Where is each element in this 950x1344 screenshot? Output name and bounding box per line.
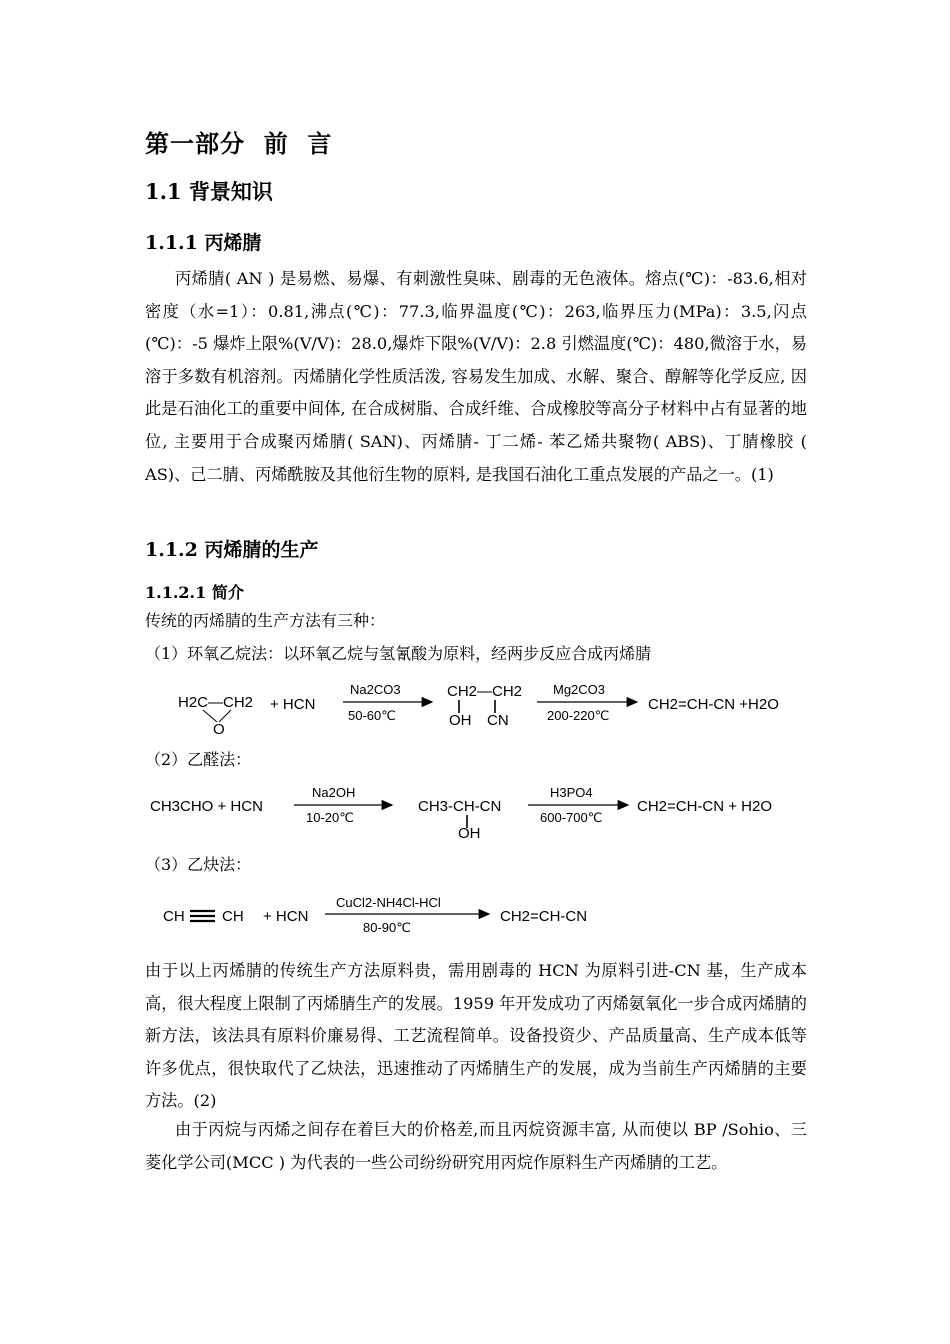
r1-step2-condition: 200-220℃ bbox=[547, 708, 610, 723]
r3-product: CH2=CH-CN bbox=[500, 908, 588, 925]
subsection-heading-acrylonitrile: 1.1.1 丙烯腈 bbox=[145, 232, 262, 254]
subsubsection-heading-intro: 1.1.2.1 简介 bbox=[145, 583, 244, 602]
method-2-line: （2）乙醛法： bbox=[145, 750, 252, 769]
r1-intermediate-oh: OH bbox=[449, 712, 472, 729]
intro-line: 传统的丙烯腈的生产方法有三种： bbox=[145, 611, 386, 630]
r3-reactant-b: CH bbox=[222, 908, 244, 925]
r1-plus-hcn: + HCN bbox=[270, 696, 316, 713]
reaction-3 bbox=[163, 895, 587, 935]
method-1-line: （1）环氧乙烷法：以环氧乙烷与氢氰酸为原料，经两步反应合成丙烯腈 bbox=[145, 644, 652, 663]
r1-intermediate: CH2—CH2 bbox=[447, 683, 523, 700]
r1-step1-condition: 50-60℃ bbox=[348, 708, 396, 723]
r1-intermediate-cn: CN bbox=[487, 712, 509, 729]
reaction-2 bbox=[150, 785, 772, 842]
r3-reagent: CuCl2-NH4Cl-HCl bbox=[336, 895, 441, 910]
subsection-heading-production: 1.1.2 丙烯腈的生产 bbox=[145, 539, 319, 561]
part-heading: 第一部分 前 言 bbox=[145, 129, 333, 158]
r3-condition: 80-90℃ bbox=[363, 920, 411, 935]
r1-step1-reagent: Na2CO3 bbox=[350, 682, 401, 697]
method-3-line: （3）乙炔法： bbox=[145, 855, 252, 874]
ammoxidation-paragraph: 由于以上丙烯腈的传统生产方法原料贵，需用剧毒的 HCN 为原料引进-CN 基，生产成本高，很大程度上限制了丙烯腈生产的发展。1959 年开发成功了丙烯氨氧化一步合成丙烯腈的新方法，该法具有原料价廉易得、工艺流程简单。设备投资少、产品质量高、生产成本低等许多优点，很快取代了乙炔法，迅速推动了丙烯腈生产的发展，成为当前生产丙烯腈的主要方法。(2) bbox=[145, 961, 807, 1111]
propane-paragraph: 由于丙烷与丙烯之间存在着巨大的价格差,而且丙烷资源丰富, 从而使以 BP /Sohio、三菱化学公司(MCC ) 为代表的一些公司纷纷研究用丙烷作原料生产丙烯腈的工艺。 bbox=[145, 1120, 807, 1172]
r2-step2-condition: 600-700℃ bbox=[540, 810, 603, 825]
r2-intermediate-oh: OH bbox=[458, 825, 481, 842]
r2-step2-reagent: H3PO4 bbox=[550, 785, 593, 800]
r3-reactant-a: CH bbox=[163, 908, 185, 925]
section-heading: 1.1 背景知识 bbox=[145, 179, 273, 204]
r1-epoxide-oxygen: O bbox=[213, 721, 225, 738]
r1-reactant: H2C—CH2 bbox=[178, 694, 254, 711]
r1-step2-reagent: Mg2CO3 bbox=[553, 682, 606, 697]
r2-step1-reagent: Na2OH bbox=[312, 785, 356, 800]
r2-product: CH2=CH-CN + H2O bbox=[637, 798, 773, 815]
r3-plus-hcn: + HCN bbox=[263, 908, 309, 925]
r2-intermediate: CH3-CH-CN bbox=[418, 798, 502, 815]
acrylonitrile-paragraph: 丙烯腈( AN ) 是易燃、易爆、有刺激性臭味、剧毒的无色液体。熔点(℃)：-83.6,相对密度（水=1）：0.81,沸点(℃)：77.3,临界温度(℃)：263,临界压力(MPa)：3.5,闪点(℃)：-5 爆炸上限%(V/V)：28.0,爆炸下限%(V/V)：2.8 引燃温度(℃)：480,微溶于水，易溶于多数有机溶剂。丙烯腈化学性质活泼, 容易发生加成、水解、聚合、醇解等化学反应, 因此是石油化工的重要中间体, 在合成树脂、合成纤维、合成橡胶等高分子材料中占有显著的地位, 主要用于合成聚丙烯腈( SAN)、丙烯腈- 丁二烯- 苯乙烯共聚物( ABS)、丁腈橡胶 ( AS)、己二腈、丙烯酰胺及其他衍生物的原料, 是我国石油化工重点发展的产品之一。(1) bbox=[145, 269, 807, 484]
r2-reactant: CH3CHO + HCN bbox=[150, 798, 263, 815]
r2-step1-condition: 10-20℃ bbox=[306, 810, 354, 825]
reaction-1 bbox=[178, 682, 779, 738]
r1-product: CH2=CH-CN +H2O bbox=[648, 696, 779, 713]
